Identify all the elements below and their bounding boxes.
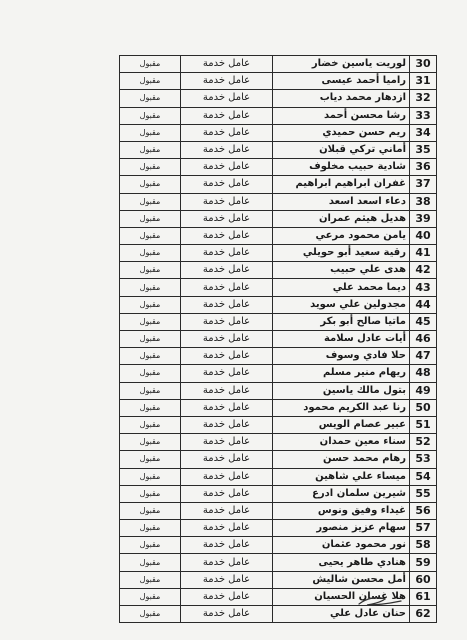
- table-row: [120, 210, 437, 227]
- table-row: [120, 193, 437, 210]
- status-cell: مقبول: [120, 554, 181, 571]
- row-number: 49: [410, 382, 437, 399]
- table-row: [120, 313, 437, 330]
- status-cell: مقبول: [120, 331, 181, 348]
- status-cell: مقبول: [120, 416, 181, 433]
- row-number: 52: [410, 434, 437, 451]
- status-cell: مقبول: [120, 485, 181, 502]
- job-title: عامل خدمة: [181, 502, 273, 519]
- job-title: عامل خدمة: [181, 520, 273, 537]
- status-cell: مقبول: [120, 141, 181, 158]
- job-title: عامل خدمة: [181, 56, 273, 73]
- row-number: 58: [410, 537, 437, 554]
- row-number: 56: [410, 502, 437, 519]
- row-number: 59: [410, 554, 437, 571]
- row-number: 34: [410, 124, 437, 141]
- applicant-name: غيداء وفيق ونوس: [273, 502, 410, 519]
- job-title: عامل خدمة: [181, 279, 273, 296]
- table-row: [120, 176, 437, 193]
- status-cell: مقبول: [120, 434, 181, 451]
- table-row: [120, 399, 437, 416]
- status-cell: مقبول: [120, 571, 181, 588]
- applicant-name: نور محمود عثمان: [273, 537, 410, 554]
- table-row: [120, 159, 437, 176]
- job-title: عامل خدمة: [181, 606, 273, 623]
- applicant-name: رقية سعيد أبو حويلي: [273, 245, 410, 262]
- applicant-name: رهام محمد حسن: [273, 451, 410, 468]
- row-number: 31: [410, 73, 437, 90]
- status-cell: مقبول: [120, 56, 181, 73]
- applicant-name: شادية حبيب مخلوف: [273, 159, 410, 176]
- job-title: عامل خدمة: [181, 416, 273, 433]
- status-cell: مقبول: [120, 279, 181, 296]
- applicant-name: عبير عصام الويس: [273, 416, 410, 433]
- applicant-name: غفران ابراهيم ابراهيم: [273, 176, 410, 193]
- applicant-name: هديل هيثم عمران: [273, 210, 410, 227]
- status-cell: مقبول: [120, 245, 181, 262]
- table-row: [120, 124, 437, 141]
- row-number: 36: [410, 159, 437, 176]
- job-title: عامل خدمة: [181, 262, 273, 279]
- table-row: [120, 502, 437, 519]
- row-number: 45: [410, 313, 437, 330]
- applicants-table-body: [120, 56, 437, 623]
- status-cell: مقبول: [120, 382, 181, 399]
- status-cell: مقبول: [120, 451, 181, 468]
- applicant-name: هنادي طاهر يحيى: [273, 554, 410, 571]
- row-number: 42: [410, 262, 437, 279]
- job-title: عامل خدمة: [181, 90, 273, 107]
- status-cell: مقبول: [120, 107, 181, 124]
- applicant-name: سهام عزيز منصور: [273, 520, 410, 537]
- status-cell: مقبول: [120, 348, 181, 365]
- table-row: [120, 262, 437, 279]
- applicant-name: أماني تركي قبلان: [273, 141, 410, 158]
- applicant-name: ماتيا صالح أبو بكر: [273, 313, 410, 330]
- job-title: عامل خدمة: [181, 537, 273, 554]
- row-number: 48: [410, 365, 437, 382]
- table-row: [120, 90, 437, 107]
- row-number: 41: [410, 245, 437, 262]
- row-number: 30: [410, 56, 437, 73]
- table-row: [120, 227, 437, 244]
- row-number: 46: [410, 331, 437, 348]
- status-cell: مقبول: [120, 606, 181, 623]
- job-title: عامل خدمة: [181, 159, 273, 176]
- row-number: 61: [410, 588, 437, 605]
- table-row: [120, 485, 437, 502]
- applicant-name: رنا عبد الكريم محمود: [273, 399, 410, 416]
- status-cell: مقبول: [120, 193, 181, 210]
- job-title: عامل خدمة: [181, 468, 273, 485]
- job-title: عامل خدمة: [181, 193, 273, 210]
- row-number: 44: [410, 296, 437, 313]
- row-number: 35: [410, 141, 437, 158]
- signature-mark: [355, 592, 405, 610]
- table-row: [120, 554, 437, 571]
- table-row: [120, 56, 437, 73]
- status-cell: مقبول: [120, 227, 181, 244]
- row-number: 47: [410, 348, 437, 365]
- applicant-name: راميا أحمد عيسى: [273, 73, 410, 90]
- table-row: [120, 468, 437, 485]
- job-title: عامل خدمة: [181, 399, 273, 416]
- job-title: عامل خدمة: [181, 227, 273, 244]
- row-number: 37: [410, 176, 437, 193]
- applicant-name: ريم حسن حميدي: [273, 124, 410, 141]
- job-title: عامل خدمة: [181, 588, 273, 605]
- applicant-name: هلا غسان الحسيان: [273, 588, 410, 605]
- job-title: عامل خدمة: [181, 331, 273, 348]
- job-title: عامل خدمة: [181, 365, 273, 382]
- status-cell: مقبول: [120, 159, 181, 176]
- status-cell: مقبول: [120, 262, 181, 279]
- job-title: عامل خدمة: [181, 348, 273, 365]
- job-title: عامل خدمة: [181, 245, 273, 262]
- row-number: 32: [410, 90, 437, 107]
- table-row: [120, 107, 437, 124]
- job-title: عامل خدمة: [181, 382, 273, 399]
- applicant-name: ديما محمد علي: [273, 279, 410, 296]
- row-number: 60: [410, 571, 437, 588]
- table-row: [120, 141, 437, 158]
- row-number: 51: [410, 416, 437, 433]
- job-title: عامل خدمة: [181, 485, 273, 502]
- status-cell: مقبول: [120, 90, 181, 107]
- applicant-name: حنان عادل علي: [273, 606, 410, 623]
- status-cell: مقبول: [120, 399, 181, 416]
- status-cell: مقبول: [120, 502, 181, 519]
- status-cell: مقبول: [120, 365, 181, 382]
- row-number: 62: [410, 606, 437, 623]
- applicant-name: بتول مالك ياسين: [273, 382, 410, 399]
- status-cell: مقبول: [120, 468, 181, 485]
- table-row: [120, 382, 437, 399]
- job-title: عامل خدمة: [181, 554, 273, 571]
- job-title: عامل خدمة: [181, 73, 273, 90]
- applicant-name: ريهام منير مسلم: [273, 365, 410, 382]
- applicant-name: سناء معين حمدان: [273, 434, 410, 451]
- table-row: [120, 416, 437, 433]
- row-number: 33: [410, 107, 437, 124]
- applicant-name: أمل محسن شاليش: [273, 571, 410, 588]
- job-title: عامل خدمة: [181, 124, 273, 141]
- applicant-name: أيات عادل سلامة: [273, 331, 410, 348]
- row-number: 43: [410, 279, 437, 296]
- row-number: 55: [410, 485, 437, 502]
- applicant-name: ازدهار محمد دياب: [273, 90, 410, 107]
- job-title: عامل خدمة: [181, 296, 273, 313]
- status-cell: مقبول: [120, 520, 181, 537]
- job-title: عامل خدمة: [181, 451, 273, 468]
- applicant-name: ميساء علي شاهين: [273, 468, 410, 485]
- table-row: [120, 296, 437, 313]
- status-cell: مقبول: [120, 73, 181, 90]
- job-title: عامل خدمة: [181, 107, 273, 124]
- job-title: عامل خدمة: [181, 176, 273, 193]
- row-number: 39: [410, 210, 437, 227]
- status-cell: مقبول: [120, 124, 181, 141]
- table-row: [120, 331, 437, 348]
- applicant-name: مجدولين علي سويد: [273, 296, 410, 313]
- status-cell: مقبول: [120, 176, 181, 193]
- status-cell: مقبول: [120, 588, 181, 605]
- job-title: عامل خدمة: [181, 141, 273, 158]
- table-row: [120, 520, 437, 537]
- table-row: [120, 434, 437, 451]
- row-number: 38: [410, 193, 437, 210]
- applicant-name: دعاء اسعد اسعد: [273, 193, 410, 210]
- status-cell: مقبول: [120, 210, 181, 227]
- table-row: [120, 451, 437, 468]
- applicants-table: [119, 55, 437, 623]
- row-number: 50: [410, 399, 437, 416]
- job-title: عامل خدمة: [181, 434, 273, 451]
- row-number: 54: [410, 468, 437, 485]
- job-title: عامل خدمة: [181, 571, 273, 588]
- table-row: [120, 245, 437, 262]
- table-row: [120, 348, 437, 365]
- job-title: عامل خدمة: [181, 313, 273, 330]
- status-cell: مقبول: [120, 296, 181, 313]
- row-number: 40: [410, 227, 437, 244]
- applicant-name: شيرين سلمان ادرع: [273, 485, 410, 502]
- job-title: عامل خدمة: [181, 210, 273, 227]
- applicant-name: لوريت ياسين خضار: [273, 56, 410, 73]
- row-number: 57: [410, 520, 437, 537]
- table-row: [120, 73, 437, 90]
- status-cell: مقبول: [120, 537, 181, 554]
- status-cell: مقبول: [120, 313, 181, 330]
- table-row: [120, 537, 437, 554]
- applicant-name: حلا فادي وسوف: [273, 348, 410, 365]
- applicant-name: يامن محمود مرعي: [273, 227, 410, 244]
- applicant-name: رشا محسن أحمد: [273, 107, 410, 124]
- applicant-name: هدى علي حبيب: [273, 262, 410, 279]
- row-number: 53: [410, 451, 437, 468]
- table-row: [120, 571, 437, 588]
- table-row: [120, 365, 437, 382]
- table-row: [120, 279, 437, 296]
